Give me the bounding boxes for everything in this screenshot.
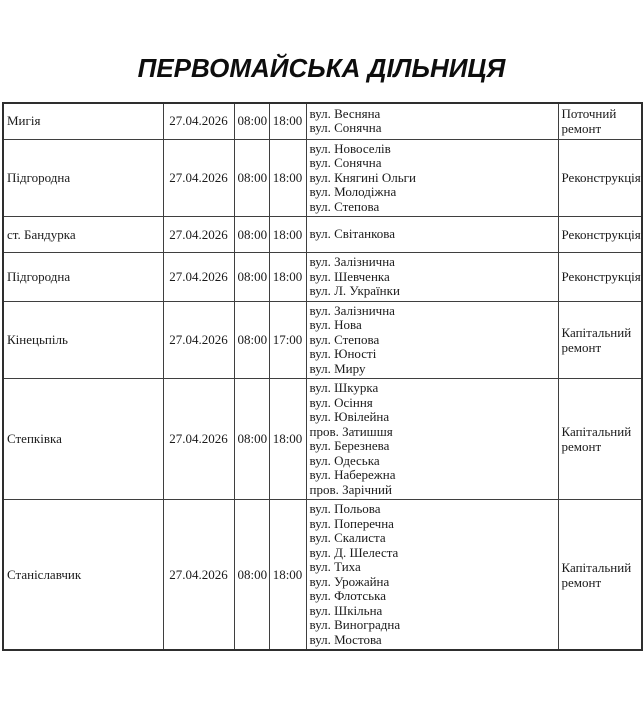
table-body xyxy=(3,103,642,650)
street-line: вул. Степова xyxy=(309,198,380,214)
work-type-cell: Капітальний ремонт xyxy=(558,500,642,651)
table-row xyxy=(3,139,642,217)
street-line: вул. Д. Шелеста xyxy=(309,544,399,560)
street-line: вул. Осіння xyxy=(309,394,373,410)
streets-cell xyxy=(306,217,558,253)
date-cell: 27.04.2026 xyxy=(163,139,234,217)
streets-cell xyxy=(306,253,558,302)
work-type-cell: Реконструкція xyxy=(558,217,642,253)
street-line: вул. Шевченка xyxy=(309,268,390,284)
street-line: вул. Мостова xyxy=(309,631,382,647)
street-line: вул. Молодіжна xyxy=(309,184,397,199)
date-cell: 27.04.2026 xyxy=(163,301,234,379)
end-time-cell: 18:00 xyxy=(269,379,306,500)
street-line: пров. Затишшя xyxy=(309,423,393,439)
table-row xyxy=(3,103,642,139)
schedule-table xyxy=(2,102,643,651)
street-line: вул. Світанкова xyxy=(309,226,395,242)
street-line: вул. Сонячна xyxy=(309,120,382,136)
start-time-cell: 08:00 xyxy=(234,253,269,302)
street-line: вул. Поперечна xyxy=(309,515,394,531)
street-line: вул. Флотська xyxy=(309,588,386,603)
street-line: вул. Виноградна xyxy=(309,617,401,632)
date-cell: 27.04.2026 xyxy=(163,253,234,302)
table-row xyxy=(3,301,642,379)
date-cell: 27.04.2026 xyxy=(163,217,234,253)
end-time-cell: 18:00 xyxy=(269,217,306,253)
date-cell: 27.04.2026 xyxy=(163,379,234,500)
start-time-cell: 08:00 xyxy=(234,217,269,253)
end-time-cell: 18:00 xyxy=(269,253,306,302)
street-line: вул. Сонячна xyxy=(309,155,382,170)
streets-cell xyxy=(306,301,558,379)
work-type-cell: Реконструкція xyxy=(558,139,642,217)
location-cell: Мигія xyxy=(3,103,163,139)
street-line: вул. Залізнична xyxy=(309,254,395,269)
work-type-cell: Капітальний ремонт xyxy=(558,379,642,500)
street-line: вул. Миру xyxy=(309,360,366,376)
page-title: ПЕРВОМАЙСЬКА ДІЛЬНИЦЯ xyxy=(137,53,506,83)
street-line: вул. Одеська xyxy=(309,452,380,468)
street-line: вул. Весняна xyxy=(309,105,381,121)
street-line: пров. Зарічний xyxy=(309,481,392,497)
street-line: вул. Ювілейна xyxy=(309,409,390,424)
location-cell: Степківка xyxy=(3,379,163,500)
location-cell: Підгородна xyxy=(3,253,163,302)
table-row xyxy=(3,379,642,500)
street-line: вул. Княгині Ольги xyxy=(309,169,416,185)
page xyxy=(0,53,643,651)
end-time-cell: 18:00 xyxy=(269,500,306,651)
street-line: вул. Скалиста xyxy=(309,530,386,545)
location-cell: Кінецьпіль xyxy=(3,301,163,379)
location-cell: Підгородна xyxy=(3,139,163,217)
end-time-cell: 18:00 xyxy=(269,103,306,139)
street-line: вул. Юності xyxy=(309,346,377,361)
location-cell: Станіславчик xyxy=(3,500,163,651)
street-line: вул. Польова xyxy=(309,501,381,516)
streets-cell xyxy=(306,139,558,217)
street-line: вул. Набережна xyxy=(309,467,396,482)
date-cell: 27.04.2026 xyxy=(163,500,234,651)
table-row xyxy=(3,500,642,651)
work-type-cell: Капітальний ремонт xyxy=(558,301,642,379)
start-time-cell: 08:00 xyxy=(234,301,269,379)
street-line: вул. Новоселів xyxy=(309,140,391,156)
work-type-cell: Поточний ремонт xyxy=(558,103,642,139)
start-time-cell: 08:00 xyxy=(234,139,269,217)
date-cell: 27.04.2026 xyxy=(163,103,234,139)
street-line: вул. Урожайна xyxy=(309,573,390,589)
table-row xyxy=(3,217,642,253)
start-time-cell: 08:00 xyxy=(234,379,269,500)
location-cell: ст. Бандурка xyxy=(3,217,163,253)
street-line: вул. Тиха xyxy=(309,559,361,574)
streets-cell xyxy=(306,103,558,139)
start-time-cell: 08:00 xyxy=(234,103,269,139)
table-row xyxy=(3,253,642,302)
start-time-cell: 08:00 xyxy=(234,500,269,651)
street-line: вул. Шкільна xyxy=(309,602,383,618)
street-line: вул. Нова xyxy=(309,317,362,332)
street-line: вул. Залізнична xyxy=(309,302,395,318)
work-type-cell: Реконструкція xyxy=(558,253,642,302)
end-time-cell: 17:00 xyxy=(269,301,306,379)
end-time-cell: 18:00 xyxy=(269,139,306,217)
streets-cell xyxy=(306,500,558,651)
street-line: вул. Березнева xyxy=(309,438,390,453)
street-line: вул. Шкурка xyxy=(309,380,379,395)
streets-cell xyxy=(306,379,558,500)
street-line: вул. Степова xyxy=(309,331,380,347)
street-line: вул. Л. Українки xyxy=(309,283,400,298)
